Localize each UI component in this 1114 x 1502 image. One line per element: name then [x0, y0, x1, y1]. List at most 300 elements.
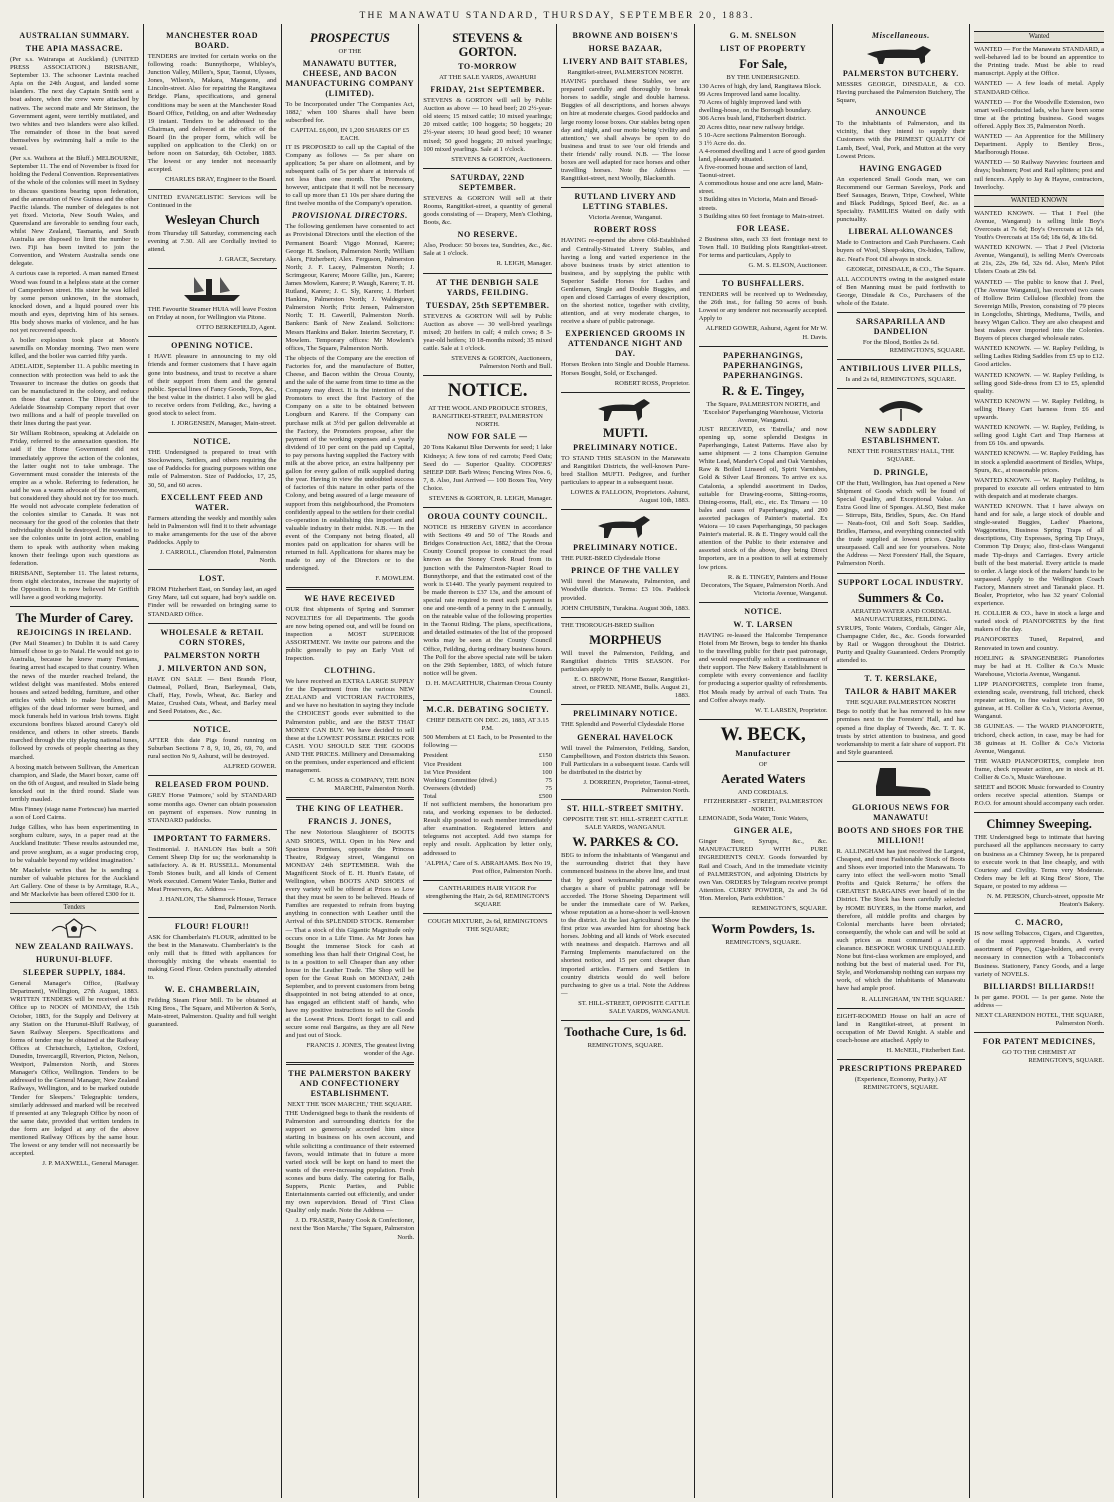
ad-subheading: Victoria Avenue, Wanganui.	[588, 214, 663, 222]
prize-label: President	[423, 752, 448, 760]
ad-text: SYRUPS, Tonic Waters, Cordials, Ginger Ale, Champagne Cider, &c., &c. Goods forwarded by Rail or Waggon throughout the District. Purity and Quality Guaranteed. Orders Promptly attended to.	[836, 624, 966, 665]
ad-text: THE Splendid and Powerful Clydesdale Horse	[561, 721, 685, 729]
divider	[148, 268, 277, 269]
prospectus-heading: PROVISIONAL DIRECTORS.	[291, 211, 408, 221]
ad-text: R. ALLINGHAM has just received the Largest, Cheapest, and most Fashionable Stock of Boots and Shoes ever imported into the Manawatu. To carry into effect the well-worn motto 'Small Profits and Quick Returns,' he offers the GREATEST BARGAINS ever heard of in the District. The Stock has been carefully selected by HOME BUYERS, in the Home market, and therefore, all middle profits and charges by Colonial merchants have been obviated; consequently, the whole can and will be sold at such prices as must command a speedy clearance. BESPOKE WORK UNEQUALLED. None but first-class workmen are employed, and nothing but the best of material used. For Fit, Style, and Workmanship nothing can surpass my work, of which the inhabitants of Manawatu have had ample proof.	[836, 847, 966, 993]
ad-heading: PRELIMINARY NOTICE.	[573, 543, 678, 553]
ad-text: GO TO THE CHEMIST AT	[1002, 1049, 1077, 1057]
ad-text: Will travel the Palmerston, Feilding, and Rangitikei districts THIS SEASON. For particulars apply to	[561, 649, 690, 674]
property-list-item: A five-roomed house and section of land, Taonui-street.	[698, 164, 808, 180]
article-paragraph: ADELAIDE, September 11. A public meeting in connection with protection was held to ask the Treasurer to increase the duties on goods that can be manufactured in the colony, and reduce on those that cannot. The Director of the Adelaide Steamship Company report that over two millions and a half of people travelled on their lines during the past year.	[10, 363, 139, 428]
ad-text: TENDERS are invited for certain works on the following roads: Bunnythorpe, Whibley's, Junction Valley, Millen's, Spur, Taonui, Ulysses, Jones, Wilson's, Makara, Mangaone, and Lincoln-street. Also for repairing the Rangitawa Bridge. Plans, specifications, and general conditions may be seen at the Manchester Road Board Office, Feilding, on and after Wednesday 19 instant. Tenders to be addressed to the Chairman, and delivered at the office of the Board (in the proper form, which will be supplied on application to the Clerk) on or before noon on Saturday, 6th October, 1883. The lowest or any tender not necessarily accepted.	[147, 53, 277, 174]
ad-heading: W. T. LARSEN	[733, 619, 793, 629]
classified-ad: H. COLLIER & CO., have in stock a large and varied stock of PIANOFORTES by the first makers of the day.	[974, 610, 1104, 634]
prize-amount: 100	[542, 760, 552, 768]
article-paragraph: A boiler explosion took place at Moon's sawmills on Monday morning. Two men were killed, and the boiler was carried fifty yards.	[10, 337, 139, 361]
ad-subheading: AT THE SALE YARDS, AWAHURI	[439, 74, 537, 81]
signature: CHARLES BRAY, Engineer to the Board.	[164, 176, 277, 184]
classified-ad: WANTED KNOWN. — W. Rapley, Feilding, is selling good Light Cart and Trap Harness at from £6 10s. and upwards.	[974, 424, 1104, 448]
prospectus-text: The objects of the Company are the erection of Factories for, and the manufacture of Butter, Cheese, and Bacon within the Oroua County, and the sale of the same from time to time as the Company may direct. It is the intention of the Promoters to erect the first Factory of the Company on a site to be obtained between Longburn and Karere. If the Company can purchase milk at 3½d per gallon deliverable at the Factory, the Promoters propose, after the payment of the working expenses and a yearly dividend of 10 per cent on the paid up Capital, to pay persons having supplied the Factory with milk at the above price, an extra halfpenny per gallon for every gallon of milk supplied during the year. Having in view the undoubted success of factories of this nature in other parts of the Colony, and being assured of a large measure of support from this neighbourhood, the Promoters confidently appeal to the settlers for their cordial co-operation in establishing this important and valuable industry in their midst. N.B. — In the event of the Company not being floated, all monies paid on application for shares will be returned in full. Applications for shares may be made to any of the Directors or to the undersigned.	[285, 354, 415, 573]
ad-heading: FRANCIS J. JONES,	[308, 817, 392, 827]
ad-text: (Experience, Economy, Purity.) AT REMINGTON'S, SQUARE.	[854, 1076, 947, 1092]
divider	[561, 799, 690, 800]
ad-headline: Chimney Sweeping.	[986, 817, 1092, 832]
property-list-item: A commodious house and one acre land, Main-street.	[698, 180, 824, 196]
ad-heading: SARSAPARILLA AND DANDELION	[856, 317, 946, 337]
ad-text: Is per game. POOL — 1s per game. Note the address —	[974, 993, 1104, 1009]
ad-heading: LIST OF PROPERTY	[720, 44, 807, 53]
classified-ad: SHEET and BOOK Music forwarded to Country orders receive special attention. Stamps or P.O.O. for amount should accompany each order.	[974, 784, 1104, 808]
ad-text: Horses Broken into Single and Double Harness. Horses Bought, Sold, or Exchanged.	[561, 361, 690, 377]
ad-heading: T. T. KERSLAKE,	[864, 674, 938, 684]
divider	[148, 720, 277, 721]
signature: STEVENS & GORTON, Auctioneers, Palmerston North and Bull.	[451, 354, 552, 371]
property-list-item: 3 1½ Acre do. do.	[698, 139, 746, 147]
classified-ad: WANTED — For the Woodville Extension, two smart well-conducted lads, who have been some time at the printing business. Good wages offered. Apply Box 35, Palmerston North.	[974, 98, 1104, 130]
ad-heading: NOTICE.	[744, 606, 782, 616]
ad-text: THE Undersigned begs to intimate that having purchased all the appliances necessary to carry on business as a Chimney Sweep, he is prepared to execute work in that line cheaply, and with Courtesy and Civility. Terms very Moderate. Orders may be left at King Bros' Store, The Square, or posted to my address —	[974, 834, 1104, 890]
ad-text: We have received an EXTRA LARGE SUPPLY for the Department from the various NEW ZEALAND and VICTORIAN FACTORIES, and we have no hesitation in saying they include the CHOICEST goods ever submitted to the Palmerston public, and are the BEST THAT MONEY CAN BUY. We have decided to sell these at the LOWEST POSSIBLE PRICES FOR CASH. YOU SHOULD SEE THE GOODS AND THE PRICES. Millinery and Dressmaking on the premises, under experienced and efficient management.	[285, 678, 415, 775]
ad-subheading: CHIEF DEBATE ON DEC. 26, 1883, AT 3.15 P.M.	[426, 717, 549, 733]
ad-subheading: BY THE UNDERSIGNED.	[726, 74, 800, 81]
ad-heading: OROUA COUNTY COUNCIL.	[427, 512, 548, 522]
divider	[10, 606, 139, 607]
classified-ad: LIPP PIANOFORTES, complete iron frame, extending scale, overstrung, full trichord, check repeater action, in fine walnut case; price, 90 guineas, at H. Collier & Co.'s, Victoria Avenue, Wanganui.	[974, 680, 1104, 721]
ad-heading: TO-MORROW	[458, 62, 518, 71]
ad-text: The new Notorious Slaughterer of BOOTS AND SHOES, WILL Open in his New and Spacious Premises, opposite the Princess Theatre, Ridgway street, Wanganui on MONDAY 24th SEPTEMBER. With the Magnificent Stock of E. H. Hunt's Estate, of Wellington, when BOOTS AND SHOES of every variety will be offered at Prices so Low that they must be seen to be believed. Heads of Families are requested to refrain from buying anything in connection with Leather until the Arrival of this SPLENDID STOCK. Remember — That a stock of this Gigantic Magnitude only occurs once in a Life Time. As Mr Jones has Bought the immense Stock for cash at something less than half their Original Cost, he is in a position to sell Cheaper than any other house in the Leather Trade. The Shop will be open for the Great Rush on MONDAY, 24th September, and to prevent customers from being disappointed in not being attended to at once, has engaged an efficient staff of hands, who have my positive instructions to sell the Goods at the Lowest Prices. Don't forget to call and secure some real Bargains, as they are all New and just out of Stock.	[285, 829, 415, 1039]
divider	[561, 509, 690, 510]
ad-heading: NOTICE.	[193, 725, 231, 735]
divider	[423, 168, 552, 169]
property-list-item: A 4-roomed dwelling and 1 acre of good garden land, pleasantly situated.	[698, 147, 826, 163]
divider	[699, 719, 828, 720]
article-paragraph: Sir William Robinson, speaking at Adelaide on Friday, referred to the annexation question. He said if the Home Government did not immediately approve the action of the colonies, the latter ought not to take umbrage. The Government must consider the interests of the empire as a whole. Referring to federation, he said he was a warm advocate of the movement, but considered they should not try for too much. He would not advocate complete federation of the colonies similar to Canada. It was not necessary for the good of the colonies that their individuality should be destroyed. He wanted to see the colonies unite in joint action, enabling them to speak with authority when making known their feelings upon such questions as federation.	[10, 430, 139, 567]
ad-heading: IMPORTANT TO FARMERS.	[153, 833, 271, 843]
remedy-ad: COUGH MIXTURE, 2s 6d, REMINGTON'S THE SQUARE;	[427, 918, 548, 934]
ad-text: To the inhabitants of Palmerston, and its vicinity, that they intend to supply their Customers with the PRIMEST QUALITY Of Lamb, Beef, Veal, Pork, and Mutton at the very Lowest Prices.	[836, 120, 966, 160]
coat-of-arms-icon	[44, 917, 104, 939]
classified-ad: WANTED KNOWN. — W. Rapley Feilding, is prepared to execute all orders entrusted to him with despatch and at moderate charges.	[974, 476, 1104, 500]
signature: GEORGE, DINSDALE, & CO., The Square.	[846, 265, 966, 273]
column-4	[419, 24, 557, 1498]
article-paragraph: Judge Gillies, who has been experimenting in sorghum culture, says, in a paper read at the Auckland Institute: 'These results astounded me, and prove sorghum, as a sugar producing crop, to be valuable beyond my wildest imagination.'	[10, 824, 139, 864]
ad-text: ALL ACCOUNTS owing in the assigned estate of Ben Manning must be paid forthwith to George, Dinsdale & Co., Purchasers of the whole of the Estate.	[836, 275, 966, 307]
prospectus-capital: CAPITAL £6,000, IN 1,200 SHARES OF £5 EACH.	[290, 127, 410, 143]
prospectus-text: IT IS PROPOSED to call up the Capital of the Company as follows — 5s per share on application; 5s per share on allotment, and by subsequent calls of 5s per share at intervals of not less than one month. The Promoters, however, anticipate that it will not be necessary to call up more than £1 10s per share during the first twelve months of the Company's operation.	[285, 143, 415, 208]
ad-heading: FLOUR! FLOUR!!	[174, 921, 250, 931]
divider	[148, 432, 277, 433]
ad-heading: LIBERAL ALLOWANCES	[848, 227, 954, 237]
ad-text: THE Favourite Steamer HUIA will leave Foxton on Friday at noon, for Wellington via Pitone.	[147, 306, 277, 322]
ad-heading: EXCELLENT FEED AND WATER.	[161, 492, 264, 512]
signature: J. GRACE, Secretary.	[218, 255, 277, 263]
signature: J. P. MAXWELL, General Manager.	[42, 1160, 139, 1168]
prize-amount: 75	[545, 784, 552, 792]
ad-subheading: FITZHERBERT - STREET, PALMERSTON NORTH.	[703, 798, 823, 814]
ad-text: GREY Horse 'Patmore,' sold by STANDARD some months ago. Owner can obtain possession on payment of expenses. Now running in STANDARD paddocks.	[147, 792, 277, 824]
signature: W. T. LARSEN, Proprietor.	[754, 706, 828, 714]
ad-heading: PRELIMINARY NOTICE.	[573, 442, 678, 452]
divider	[699, 346, 828, 347]
classified-ad: WANTED KNOWN. That I have always on hand and for sale, a large stock of double and single-seated Buggies, Ladies' Phaetons, Waggonettes, Business Spring Traps of all descriptions, City Expresses, Spring Tip Drays, Common Tip Drays; also, first-class Wanganui made Tip-drays and Carriages. Every article built of the best material. Every article is made to order. A large stock of the makers' hands to be surpassed. Apply to the Wellington Coach Factory, Manners street and Taranaki place. H. Boaler, Proprietor, who has 32 years' Colonial experience.	[974, 502, 1104, 608]
signature: ST. HILL-STREET, OPPOSITE CATTLE SALE YARDS, WANGANUI.	[578, 999, 690, 1016]
ad-heading: BOOTS AND SHOES FOR THE MILLION!!	[837, 825, 965, 845]
divider	[423, 880, 552, 881]
ad-text: An experienced Small Goods man, we can Recommend our German Saveloys, Pork and Beef Sausages, Brawn, Tripe, Cowheel, White and Black Puddings, Spiced Beef, &c. as a Speciality. FAMILIES Waited on daily with punctuality.	[836, 175, 966, 224]
divider	[837, 1059, 966, 1060]
stallion-name: MUFTI.	[602, 425, 648, 440]
article-paragraph: BRISBANE, September 11. The latest returns, from eight electorates, increase the majority of the Opposition. It is now believed Mr Griffith will have a good working majority.	[10, 569, 139, 602]
ad-text: THE Undersigned is prepared to treat with Stockowners, Settlers, and others requiring the use of Paddocks for grazing purposes within one mile of Palmerston. Size of Paddocks, 17, 25, 30, 50, and 60 acres.	[147, 449, 277, 489]
ad-subheading: NEXT THE FORESTERS' HALL, THE SQUARE.	[847, 448, 955, 464]
masthead: THE MANAWATU STANDARD, THURSDAY, SEPTEMBER 20, 1883.	[359, 11, 755, 21]
signature: REMINGTON'S, SQUARE.	[1028, 1057, 1104, 1065]
prize-table	[423, 752, 552, 801]
ad-heading: ANTIBILIOUS LIVER PILLS,	[839, 364, 962, 374]
divider	[286, 587, 415, 590]
column-3	[282, 24, 420, 1498]
divider	[837, 312, 966, 313]
ad-text: AFTER this date Pigs found running on Suburban Sections 7 8, 9, 10, 26, 69, 70, and rural section No 9, Ashurst, will be destroyed.	[147, 737, 277, 761]
ad-subheading: AT THE WOOL AND PRODUCE STORES, RANGITIKEI-STREET, PALMERSTON NORTH.	[428, 405, 548, 429]
signature: J. DORREEN, Proprietor, Taonui-street, Palmerston North.	[583, 778, 690, 794]
divider	[837, 761, 966, 762]
signature: ALFRED GOWER, Ashurst, Agent for Mr W. H. Davis.	[705, 325, 828, 341]
ad-text: from Thursday till Saturday, commencing each evening at 7.30. All are Cordially invited to attend.	[147, 229, 277, 253]
signature: FRANCIS J. JONES, The greatest living wonder of the Age.	[306, 1041, 415, 1057]
ad-text: OF the Hutt, Wellington, has Just opened a New Shipment of Goods which will be found of Special Quality, and Exceptional Value. An Extra Good line of Sponges. ALSO, Best make — Stirrups, Bits, Bridles, Spurs, &c. On Hand — Neats-foot, Oil and Soft Soap. Saddles, Bridles, Harness, and everything connected with the trade supplied at lowest prices. Quality unsurpassed. Call and see for yourselves. Note the Address — Next Foresters' Hall, the Square, Palmerston North.	[836, 479, 966, 568]
ad-headline: R. & E. Tingey,	[722, 383, 805, 398]
prize-amount: £150	[538, 752, 552, 760]
section-banner-tenders: Tenders	[10, 902, 139, 914]
ad-text: HAVING re-opened the above Old-Established and Centrally-Situated Livery Stables, and having a long and varied experience in the above business trusts by strict attention to business, and by supplying the public with Superior Saddle Horses for Ladies and Gentlemen, Single and Double Buggies, and open and closed Carriages of every description, on the shortest notice, together with civility, attention, and at very moderate charges, to receive a share of public patronage.	[561, 237, 690, 326]
remedy-headline: Worm Powders, 1s.	[711, 922, 815, 937]
ad-heading: C. MACRO,	[1014, 918, 1064, 928]
ad-text: For the Blood, Bottles 2s 6d.	[862, 339, 939, 347]
classified-ad: WANTED — An Apprentice for the Millinery Department. Apply to Bentley Bros., Marlborough House.	[974, 133, 1104, 157]
ad-heading: NEW SADDLERY ESTABLISHMENT.	[861, 426, 941, 446]
article-headline: The Murder of Carey.	[15, 611, 134, 626]
divider	[148, 569, 277, 570]
ad-text: OUR first shipments of Spring and Summer NOVELTIES for all Departments. The goods are now being opened out, and will be found on inspection a MOST SUPERIOR ASSORTMENT. We invite our patrons and the public generally to pay an Early Visit of Inspection.	[285, 606, 415, 662]
ad-heading: W. E. CHAMBERLAIN,	[164, 985, 260, 995]
divider	[561, 1020, 690, 1021]
property-list-item: 70 Acres of highly improved land with dwelling-house, on the Borough boundary.	[698, 99, 812, 115]
signature: I. JORGENSEN, Manager, Main-street.	[171, 420, 277, 428]
ad-text: Farmers attending the weekly and monthly sales held in Palmerston will find it to their advantage to make arrangements for the use of the above Paddocks. Apply to	[147, 514, 277, 546]
ad-heading: G. M. SNELSON	[729, 31, 797, 40]
divider	[423, 273, 552, 274]
prize-label: Vice President	[423, 760, 462, 768]
divider	[286, 797, 415, 800]
ad-heading: NOW FOR SALE —	[447, 432, 528, 442]
divider	[837, 573, 966, 574]
signature: H. McNEIL, Fitzherbert East.	[886, 1047, 966, 1055]
prize-label: 1st Vice President	[423, 768, 471, 776]
section-heading: AUSTRALIAN SUMMARY.	[19, 31, 130, 40]
ad-subheading: THE SQUARE PALMERSTON NORTH	[846, 699, 956, 707]
notice-headline: NOTICE.	[447, 380, 528, 402]
ad-text: HAVE ON SALE — Best Brands Flour, Oatmeal, Pollard, Bran, Barleymeal, Oats, Chaff, Hay, Fowls, Wheat, &c. Barley and Maize, Crushed Oats, Wheat, and Barley meal and Seed Potatoes, &c., &c.	[147, 675, 277, 715]
classified-ad: WANTED KNOWN. — That I Feel (the Avenue, Wanganui) is selling little Boy's Overcoats at 7s 6d; Boy's Overcoats at 12s 6d, Youth's Overcoats at 15s 6d; 18s 6d, & 18s 6d.	[974, 209, 1104, 242]
tender-text: General Manager's Office, (Railway Department), Wellington, 27th August, 1883. WRITTEN TENDERS will be received at this Office up to NOON of MONDAY, the 15th October, 1883, for the Supply and Delivery at any Station on the Hurunui-Bluff Railway, of Sawn Railway Sleepers. Specifications and forms of tender may be obtained at the Railway Offices at Christchurch, Lyttelton, Oxford, Dunedin, Invercargill, Riverton, Picton, Nelson, Westport, Palmerston North, and Stores Manager's Office, Wellington. Tenders to be addressed to the General Manager, New Zealand Railways, Wellington, and to be marked outside 'Tender for Sleepers.' Telegraphic tenders, similarly addressed and marked will be received if presented at any Telegraph Office by noon of the same date, provided that written tenders in due form are lodged at any of the above mentioned Railway Offices by the same hour. The lowest or any tender will not necessarily be accepted.	[10, 980, 139, 1158]
property-list-item: 130 Acres of high, dry land, Rangitawa Block.	[698, 83, 822, 91]
classified-ad: WANTED — For the Manawatu STANDARD, a well-behaved lad to be bound an apprentice to the Printing trade. Must be able to read manuscript. Apply at the Office.	[974, 46, 1104, 78]
tender-heading: NEW ZEALAND RAILWAYS.	[15, 942, 134, 952]
ad-heading: ROBERT ROSS	[593, 225, 657, 235]
horse-icon	[590, 514, 660, 540]
ad-heading: ST. HILL-STREET SMITHY.	[566, 804, 684, 814]
divider	[837, 669, 966, 670]
ad-text: Will travel the Palmerston, Feilding, Sandon, Campbelltown, and Foxton districts this Season. Full Particulars in a subsequent issue. Cards will be distributed in the district by	[561, 744, 690, 776]
article-paragraph: Mr Mackelvie writes that he is sending a number of valuable pictures for the Auckland Art Gallery. One of these is by Armitage, R.A., and Mr Mackelvie has been offered £300 for it.	[10, 866, 139, 898]
column-2	[144, 24, 282, 1498]
auctioneer-name: STEVENS & GORTON.	[452, 31, 523, 59]
ad-subheading: OF	[758, 760, 768, 768]
ad-subheading: OPPOSITE THE ST. HILL-STREET CATTLE SALE YARDS, WANGANUI.	[563, 816, 688, 832]
divider	[148, 829, 277, 830]
prize-label: Total	[423, 792, 437, 800]
prize-row	[423, 769, 552, 777]
ad-text: Begs to notify that he has removed to his new premises next to the Foresters' Hall, and has opened a fine display of Tweeds, &c. T. T. K. trusts by strict attention to business, and good workmanship to merit a fair share of support. Fit and Style guaranteed.	[836, 708, 966, 756]
classified-ad: WANTED — A few loads of metal. Apply STANDARD Office.	[974, 80, 1104, 96]
ad-headline: Summers & Co.	[857, 590, 944, 605]
ad-text: THE PURE-BRED Clydesdale Horse	[561, 555, 661, 563]
article-paragraph: (Per Mail Steamer.) In Dublin it is said Carey himself chose to go to Natal. He would not go to Australia, because he knew many Fenians, fearing arrest had escaped to that country. When the news of the murder reached Ireland, the wildest delight was manifested. Mobs entered houses and seized bedding, furniture, and other articles with which to make bonfires, and effigies of the dead informer were burned, and mock funerals held in various Irish towns. Eight excursions bonfires blazed around Carey's old residence, and others in other streets. Bands marched through the city playing national tunes, followed by crowds of people cheering as they marched.	[10, 640, 139, 761]
divider	[699, 274, 828, 275]
prize-row	[423, 793, 552, 801]
signature: STEVENS & GORTON, Auctioneers.	[451, 155, 552, 163]
article-paragraph: (Per s.s. Wairarapa at Auckland.) (UNITED PRESS ASSOCIATION.) BRISBANE, September 13. The schooner Lavinia reached Apia on the 24th August, and landed some islanders. The next day Captain Smith sent a boat ashore, when the crew were attacked by natives. The second mate and Mr Steinson, the Government agent, were terribly mutilated, and two whites and two islanders were also killed. The remainder of those in the boat saved themselves by swimming half a mile to the vessel.	[10, 56, 139, 153]
ad-subheading: REMINGTON'S, SQUARE.	[587, 1042, 664, 1050]
divider	[561, 392, 690, 393]
ad-headline: Aerated Waters	[721, 771, 806, 786]
ad-heading: LOST.	[199, 574, 225, 584]
signature: F. MOWLEM.	[375, 575, 415, 583]
ad-heading: WE HAVE RECEIVED	[304, 594, 396, 604]
ad-heading: TAILOR & HABIT MAKER	[844, 687, 957, 697]
remedy-ad: CANTHARIDES HAIR VIGOR For strengthening the Hair, 2s 6d, REMINGTON'S SQUARE	[425, 884, 550, 909]
ad-text: Feilding Steam Flour Mill. To be obtained at King Bros., The Square, and Milverton & Son's, Main-street, Palmerston. Quality and full weight guaranteed.	[147, 997, 277, 1029]
ad-text: THE THOROUGH-BRED Stallion	[561, 621, 655, 629]
ad-heading: TO BUSHFALLERS.	[721, 279, 805, 289]
ad-subheading: AND CORDIALS.	[737, 788, 789, 796]
divider	[423, 375, 552, 376]
signature: C. M. ROSS & COMPANY, THE BON MARCHE, Palmerston North.	[309, 777, 415, 793]
ad-heading: GINGER ALE,	[733, 826, 793, 836]
section-heading: Miscellaneous.	[871, 31, 930, 40]
ad-text: FROM Fitzherbert East, on Sunday last, an aged Grey Mare, tail cut square, had boy's saddle on. Finder will be rewarded on bringing same to STANDARD Office.	[147, 586, 277, 618]
ad-heading: ANNOUNCE	[875, 108, 927, 118]
property-list-item: 306 Acres bush land, Fitzherbert district.	[698, 115, 807, 123]
ad-heading: OPENING NOTICE.	[171, 341, 254, 351]
ad-text: THE Undersigned begs to thank the residents of Palmerston and surrounding districts for the support so generously accorded him since starting in business on his own account, and while soliciting a continuance of their esteemed favors, would intimate that in future a more varied stock will be kept on hand to meet the wants of the ever-increasing population. Fresh scones and buns daily. The catering for Balls, Suppers, Picnic Parties, and Public Entertainments carried out efficiently, and under my own supervision. Bread of 'First Class Quality' only made. Note the Address —	[285, 1110, 415, 1215]
ad-heading: D. PRINGLE,	[873, 467, 929, 477]
signature: J. HANLON, The Shamrock House, Terrace End, Palmerston North.	[159, 896, 277, 912]
classified-ad: WANTED KNOWN. — W. Rapley Feilding, has in stock a splendid assortment of Bridles, Whips, Spurs, &c., at reasonable prices.	[974, 450, 1104, 474]
property-list-item: 3 Building sites in Victoria, Main and Broad-streets.	[698, 196, 819, 212]
divider	[837, 1008, 966, 1009]
classified-ad: HOELING & SPANGENBERG Pianofortes may be had at H. Collier & Co.'s Music Warehouse, Victoria Avenue, Wanganui.	[974, 654, 1104, 678]
ad-text: STEVENS & GORTON Will sell by Public Auction as above — 30 well-bred yearlings mixed; 20 heifers in calf; 4 milch cows; 8 3-year-old heifers; 10 18-months mixed; 35 mixed cattle. Sale at 1 o'clock.	[423, 312, 552, 352]
prospectus-company: MANAWATU BUTTER, CHEESE, AND BACON MANUFACTURING COMPANY (LIMITED).	[285, 59, 415, 99]
column-5	[557, 24, 695, 1498]
article-heading: THE APIA MASSACRE.	[25, 44, 123, 53]
tender-subheading: SLEEPER SUPPLY, 1884.	[23, 968, 126, 978]
ad-heading: FOR PATENT MEDICINES,	[982, 1037, 1096, 1047]
divider	[148, 623, 277, 624]
ad-text: 20 Tons Kakanui Blue Derwents for seed; 1 lake Kidneys; A few tons of red carrots; Feed Oats; Seed do — Superior Quality. COOPERS' SHEEP DIP. Barb Wires; Fencing Wires Nos. 6, 7, 8. Also, Just Arrived — 100 Boxes Tea, Very Choice.	[423, 444, 552, 492]
signature: D. H. MACARTHUR, Chairman Oroua County Council.	[425, 679, 552, 695]
divider	[423, 913, 552, 914]
property-list	[699, 83, 828, 221]
ad-heading: SUPPORT LOCAL INDUSTRY.	[838, 577, 964, 587]
signature: ROBERT ROSS, Proprietor.	[614, 379, 690, 387]
divider	[148, 775, 277, 776]
ad-text: Made to Contractors and Cash Purchasers. Cash buyers of Wool, Sheep-skins, Ox-hides, Tallow, &c. Neat's Foot Oil always in stock.	[836, 239, 966, 263]
classified-ad: THE WARD PIANOFORTES, complete iron frame, check repeater action, are in stock at H. Collier & Co.'s, Music Warehouse.	[974, 757, 1104, 781]
ox-icon	[861, 44, 941, 66]
ad-text: ASK for Chamberlain's FLOUR, admitted to be the best in the Manawatu. Chamberlain's is the only mill that is fitted with appliances for thoroughly mixing the wheats essential to making Good Flour. Orders punctually attended to.	[147, 933, 277, 982]
ad-heading: HORSE BAZAAR,	[588, 44, 663, 53]
classified-ad: WANTED KNOWN. — That J Peel (Victoria Avenue, Wanganui), is selling Men's Overcoats at 21s, 22s, 29s 6d, 32s 6d. Also, Men's Pilot Ulsters Coats at 29s 6d.	[974, 244, 1104, 276]
signature: REMINGTON'S, SQUARE.	[751, 905, 828, 913]
property-list-item: 20 Acres ditto, near new railway bridge.	[698, 123, 805, 131]
ad-heading: J. MILVERTON AND SON,	[157, 663, 267, 673]
classified-ad: WANTED KNOWN — W. Rapley Feilding, is selling Heavy Cart harness from £6 and upwards.	[974, 397, 1104, 422]
ad-heading: BROWNE AND BOISEN'S	[572, 31, 679, 40]
signature: NEXT CLARENDON HOTEL, THE SQUARE, Palmerston North.	[975, 1011, 1104, 1028]
signature: N. M. PERSON, Church-street, opposite Mr Heaton's Bakery.	[986, 893, 1104, 909]
ad-heading: GENERAL HAVELOCK	[577, 732, 674, 742]
prospectus-text: To be Incorporated under 'The Companies Act, 1882,' when 100 Shares shall have been subscribed for.	[285, 101, 415, 125]
ad-subheading: REMINGTON'S, SQUARE.	[725, 939, 801, 947]
ad-headline: W. PARKES & CO.	[572, 835, 679, 850]
ad-headline: For Sale,	[739, 57, 787, 71]
ad-text: HAVING re-leased the Halcombe Temperance Hotel from Mr Brown, begs to tender his thanks to the travelling public for their past patronage, and would respectfully solicit a continuance of their support. The New Bakery Establishment is complete with every convenience and facility for producing a superior quality of refreshments. Hot Meals ready by arrival of each Train. Tea and Coffee always ready.	[698, 631, 828, 704]
ad-heading: M.C.R. DEBATING SOCIETY.	[426, 705, 550, 715]
ad-text: HAVING purchased these Stables, we are prepared carefully and thoroughly to break horses to saddle, single and double harness. Buggies of all descriptions, and horses always on hire at moderate charges. Good paddocks and large roomy loose boxes. Our stables being open day and night, and our motto being 'civility and attention,' we shall always be open to do business and trust to see 'our old friends and their friends' rally round. N.B. — The loose boxes are well adapted for race horses and other travelling horses. Note the Address — Rangitikei-street, next Woolly, Blacksmith.	[561, 78, 690, 183]
ad-headline: W. BECK,	[720, 723, 806, 745]
ad-text: I HAVE pleasure in announcing to my old friends and former customers that I have again gone into business, and trust to receive a share of their support from them and the general public. Special lines of Fancy Goods, Toys, &c., the best value in the district. I also will be glad to receive orders from Feilding, &c., having a good stock to select from.	[147, 353, 277, 417]
ad-heading: TUESDAY, 25th SEPTEMBER.	[425, 300, 550, 310]
signature: OTTO BERKEFIELD, Agent.	[196, 324, 277, 332]
ad-heading: PAPERHANGINGS, PAPERHANGINGS, PAPERHANGINGS.	[723, 350, 804, 380]
ad-heading: CLOTHING.	[324, 666, 376, 676]
ad-text: TO STAND THIS SEASON in the Manawatu and Rangitikei Districts, the well-known Pure-bred Stallion MUFTI. Pedigree, and further particulars to appear in a subsequent issue.	[561, 454, 690, 486]
signature: REMINGTON'S, SQUARE.	[889, 347, 966, 355]
ad-subheading: AERATED WATER AND CORDIAL MANUFACTURERS, FEILDING.	[850, 607, 951, 623]
prize-amount: 100	[542, 768, 552, 776]
prize-amount: £500	[538, 792, 552, 800]
ad-heading: THE PALMERSTON BAKERY AND CONFECTIONERY ESTABLISHMENT.	[288, 1069, 412, 1099]
ad-text: BEG to inform the inhabitants of Wanganui and the surrounding district that they have commenced business in the above line, and trust that by good workmanship and moderate charges a share of public patronage will be accorded. The Horse Shoeing Department will be under the immediate care of W. Parkes, whose reputation as a horse-shoer is well-known to the district. At the last Agricultural Show the first prize was awarded him for shoeing back horses. Jobbing and all kinds of Work executed with neatness and despatch. Harrows and all Farming Implements manufactured on the shortest notice, and 15 per cent cheaper than imported articles. Farmers and Settlers in country districts would do well before purchasing to give us a trial. Note the Address —	[561, 852, 690, 997]
ad-heading: RUTLAND LIVERY AND LETTING STABLES.	[574, 192, 677, 212]
divider	[974, 812, 1104, 813]
prize-row	[423, 761, 552, 769]
ad-text: Testimonial. J. HANLON Has built a 50ft Cement Sheep Dip for us; the workmanship is satisfactory. A. & H. RUSSELL. Monumental Tomb Stones built, and all kinds of Cement Work executed. Cement Water Tanks, Butter and Meat Preservers, &c. Address —	[147, 845, 277, 894]
ad-text: MESSRS GEORGE, DINSDALE, & CO. Having purchased the Palmerston Butchery, The Square,	[836, 81, 966, 105]
column-6	[695, 24, 833, 1498]
ad-text: 2 Business sites, each 33 feet frontage next to Town Hall. 10 Building plots Rangitikei-street. For terms and particulars, Apply to	[698, 235, 828, 259]
ad-heading: WHOLESALE & RETAIL CORN STORES,	[160, 627, 264, 647]
classified-ad: WANTED — The public to know that J. Peel, (The Avenue Wanganui), has received two cases of Hollow Brim Cellulose (flexible) from the Sovereign Mills, Preston, consisting of 79 pieces in Longcloths, Shirtings, Mediums, Twills, and heavy Wigan Calico. They are also cheapest and best makes ever imported into the Colonies. Buyers of pieces charged wholesale rates.	[974, 278, 1104, 343]
signature: ALFRED GOWER.	[223, 763, 277, 771]
section-banner-wanted: Wanted	[974, 31, 1104, 43]
prospectus-sub: OF THE	[338, 48, 362, 55]
column-1	[6, 24, 144, 1498]
property-list-item: 99 Acres Improved land same locality.	[698, 91, 801, 99]
ad-heading: PALMERSTON NORTH	[163, 650, 261, 660]
ad-text: If not sufficient members, the honorarium pro rata, and working expenses to be deducted. Result slip posted to each member immediately after examination. Registered letters and telegrams not accepted. Add two stamps for reply and result. Application by letter only, addressed to	[423, 801, 552, 857]
property-list-item: 5 10-Acre sections Palmerston Borough.	[698, 131, 806, 139]
ad-heading: MANCHESTER ROAD BOARD.	[166, 31, 259, 50]
ad-headline: Wesleyan Church	[164, 212, 260, 227]
ad-heading: FOR LEASE.	[736, 223, 790, 233]
divider	[423, 700, 552, 701]
article-paragraph: (Per s.s. Waihora at the Bluff.) MELBOURNE, September 11. The end of November is fixed for holding the Federal Convention. Representatives of the whole of the colonies will meet in Sydney to discuss questions bearing upon federation, and the annexation of New Guinea and the other Pacific islands. The number of delegates is not yet fixed. Victoria, New South Wales, and Queensland are favorable to sending four each, whilst New Zealand, Tasmania, and South Australia are disposed to limit the number to two. Fiji has been invited to join the Convention, and Western Australia sends one delegate.	[10, 155, 139, 268]
notice-text: NOTICE IS HEREBY GIVEN in accordance with Sections 49 and 50 of 'The Roads and Bridges Construction Act, 1882,' that the Oroua County Council propose to construct the road known as the Stoney Creek Road from its junction with the Palmerston-Napier Road to Bunnythorpe, and that the estimated cost of the work is £1440. The yearly payment required to be made thereon is £37 13s, and the amount of special rate required to meet such payment is one and one-tenth of a penny in the £ annually, on the rateable value of the following properties in the Taonui Riding. The plans, specifications, and detailed estimates of the list of the proposed works may be seen at the County Council Office, Feilding, during ordinary business hours. The Poll for the above special rate will be taken on the 29th September, 1883, of which future notice will be given.	[423, 524, 552, 677]
horse-icon	[590, 397, 660, 423]
ad-subheading: Rangitikei-street, PALMERSTON NORTH.	[567, 69, 684, 76]
divider	[974, 1032, 1104, 1033]
ad-heading: SATURDAY, 22ND SEPTEMBER.	[450, 172, 525, 192]
article-paragraph: A boxing match between Sullivan, the American champion, and Slade, the Maori boxer, came off on the 6th of August, and resulted in Slade being knocked out in the third round. Slade was terribly mauled.	[10, 763, 139, 803]
article-paragraph: Miss Finney (stage name Fortescue) has married a son of Lord Cairns.	[10, 806, 139, 822]
signature: R. LEIGH, Manager.	[496, 260, 552, 268]
ad-text: Is and 2s 6d, REMINGTON'S, SQUARE.	[845, 376, 957, 384]
divider	[561, 187, 690, 188]
ad-text: TENDERS will be received up to Wednesday, the 26th inst., for falling 50 acres of bush. Lowest or any tenderer not necessarily accepted. Apply to	[698, 291, 828, 323]
saddle-icon	[871, 393, 931, 423]
prize-amount: 75	[545, 776, 552, 784]
ad-text: Ginger Beer, Syrups, &c., &c. MANUFACTURED WITH PURE INGREDIENTS ONLY. Goods forwarded by Rail and Coach, And in the immediate vicinity of PALMERSTON, and adjoining Districts by own Van. ORDERS by Telegram receive prompt Attention. CURRY POWDER, 2s and 3s 6d 'Hon. Merelon, Paris exhibition.'	[698, 838, 828, 902]
ad-text: JUST RECEIVED, ex 'Estrella,' and now opening up, some splendid Designs in Paperhangings, Latest Patterns. Have also by same shipment — 2 tons Champion Genuine White Lead, Mander's Copal and Oak Varnishes, Raw & Boiled Linseed oil, Spirit Varnishes, Gold & Silver Leaf Bronzes. To arrive ex s.s. Catalonia, a splendid assortment in Dados, suitable for Drawing-rooms, Sitting-rooms, Dining-rooms, Hall, etc., etc. Ex Timaru — 10 bales and cases of Paperhangings, and 200 assorted packages of Painter's material. Ex Waiora — 10 cases Paperhangings, 50 packages Painter's material. R. & E. Tingey would call the attention of the Public to their extensive and assorted stock of the above, they being Direct Importers, are in a position to sell at extremely low prices.	[698, 425, 828, 571]
ad-subheading: NEXT THE 'BON MARCHE,' THE SQUARE.	[287, 1101, 413, 1109]
remedy-headline: Toothache Cure, 1s 6d.	[564, 1025, 687, 1040]
signature: J. D. FRASER, Pastry Cook & Confectioner, next the 'Bon Marche,' The Square, Palmerston North.	[290, 1217, 415, 1241]
signature: JOHN CHUBBIN, Turakina. August 30th, 1883.	[561, 604, 690, 612]
section-banner-wanted-known: WANTED KNOWN	[974, 195, 1104, 207]
newspaper-page	[6, 24, 1108, 1498]
divider	[423, 507, 552, 508]
divider	[148, 336, 277, 337]
divider	[974, 913, 1104, 914]
divider	[837, 388, 966, 389]
classified-ad: WANTED KNOWN. — W. Rapley Feilding, is selling Ladies Riding Saddles from £5 up to £12. Good articles.	[974, 345, 1104, 369]
ad-heading: PRINCE OF THE VALLEY	[571, 566, 680, 576]
column-7	[833, 24, 971, 1498]
divider	[699, 917, 828, 918]
prize-row	[423, 777, 552, 785]
divider	[286, 1062, 415, 1065]
prize-label: Working Committee (divd.)	[423, 776, 497, 784]
ad-heading: THE KING OF LEATHER.	[296, 804, 404, 814]
ad-heading: PALMERSTON BUTCHERY.	[842, 69, 959, 78]
ad-text: LEMONADE, Soda Water, Tonic Waters,	[698, 815, 809, 823]
prize-row	[423, 785, 552, 793]
classified-ad: PIANOFORTES Tuned, Repaired, and Renovated in town and country.	[974, 636, 1104, 652]
ad-heading: GLORIOUS NEWS FOR MANAWATU!	[851, 802, 950, 822]
prize-label: Overseers (divided)	[423, 784, 476, 792]
prospectus-title: PROSPECTUS	[309, 31, 390, 45]
signature: J. CARROLL, Clarendon Hotel, Palmerston North.	[159, 549, 277, 565]
classified-ad: WANTED KNOWN. — W. Rapley Feilding, is selling good Side-dress from £3 to £5, splendid quality.	[974, 371, 1104, 395]
boot-icon	[866, 766, 936, 800]
ad-text: IS now selling Tobaccos, Cigars, and Cigarettes, of the most approved brands. A varied assortment of Pipes, Cigar-holders, and every necessary in connection with a Tobacconist's Business. Stationery, Fancy Goods, and a large variety of NOVELS.	[974, 930, 1104, 978]
stallion-name: MORPHEUS	[589, 632, 662, 647]
ad-heading: AT THE DENBIGH SALE YARDS, FEILDING.	[436, 277, 540, 297]
